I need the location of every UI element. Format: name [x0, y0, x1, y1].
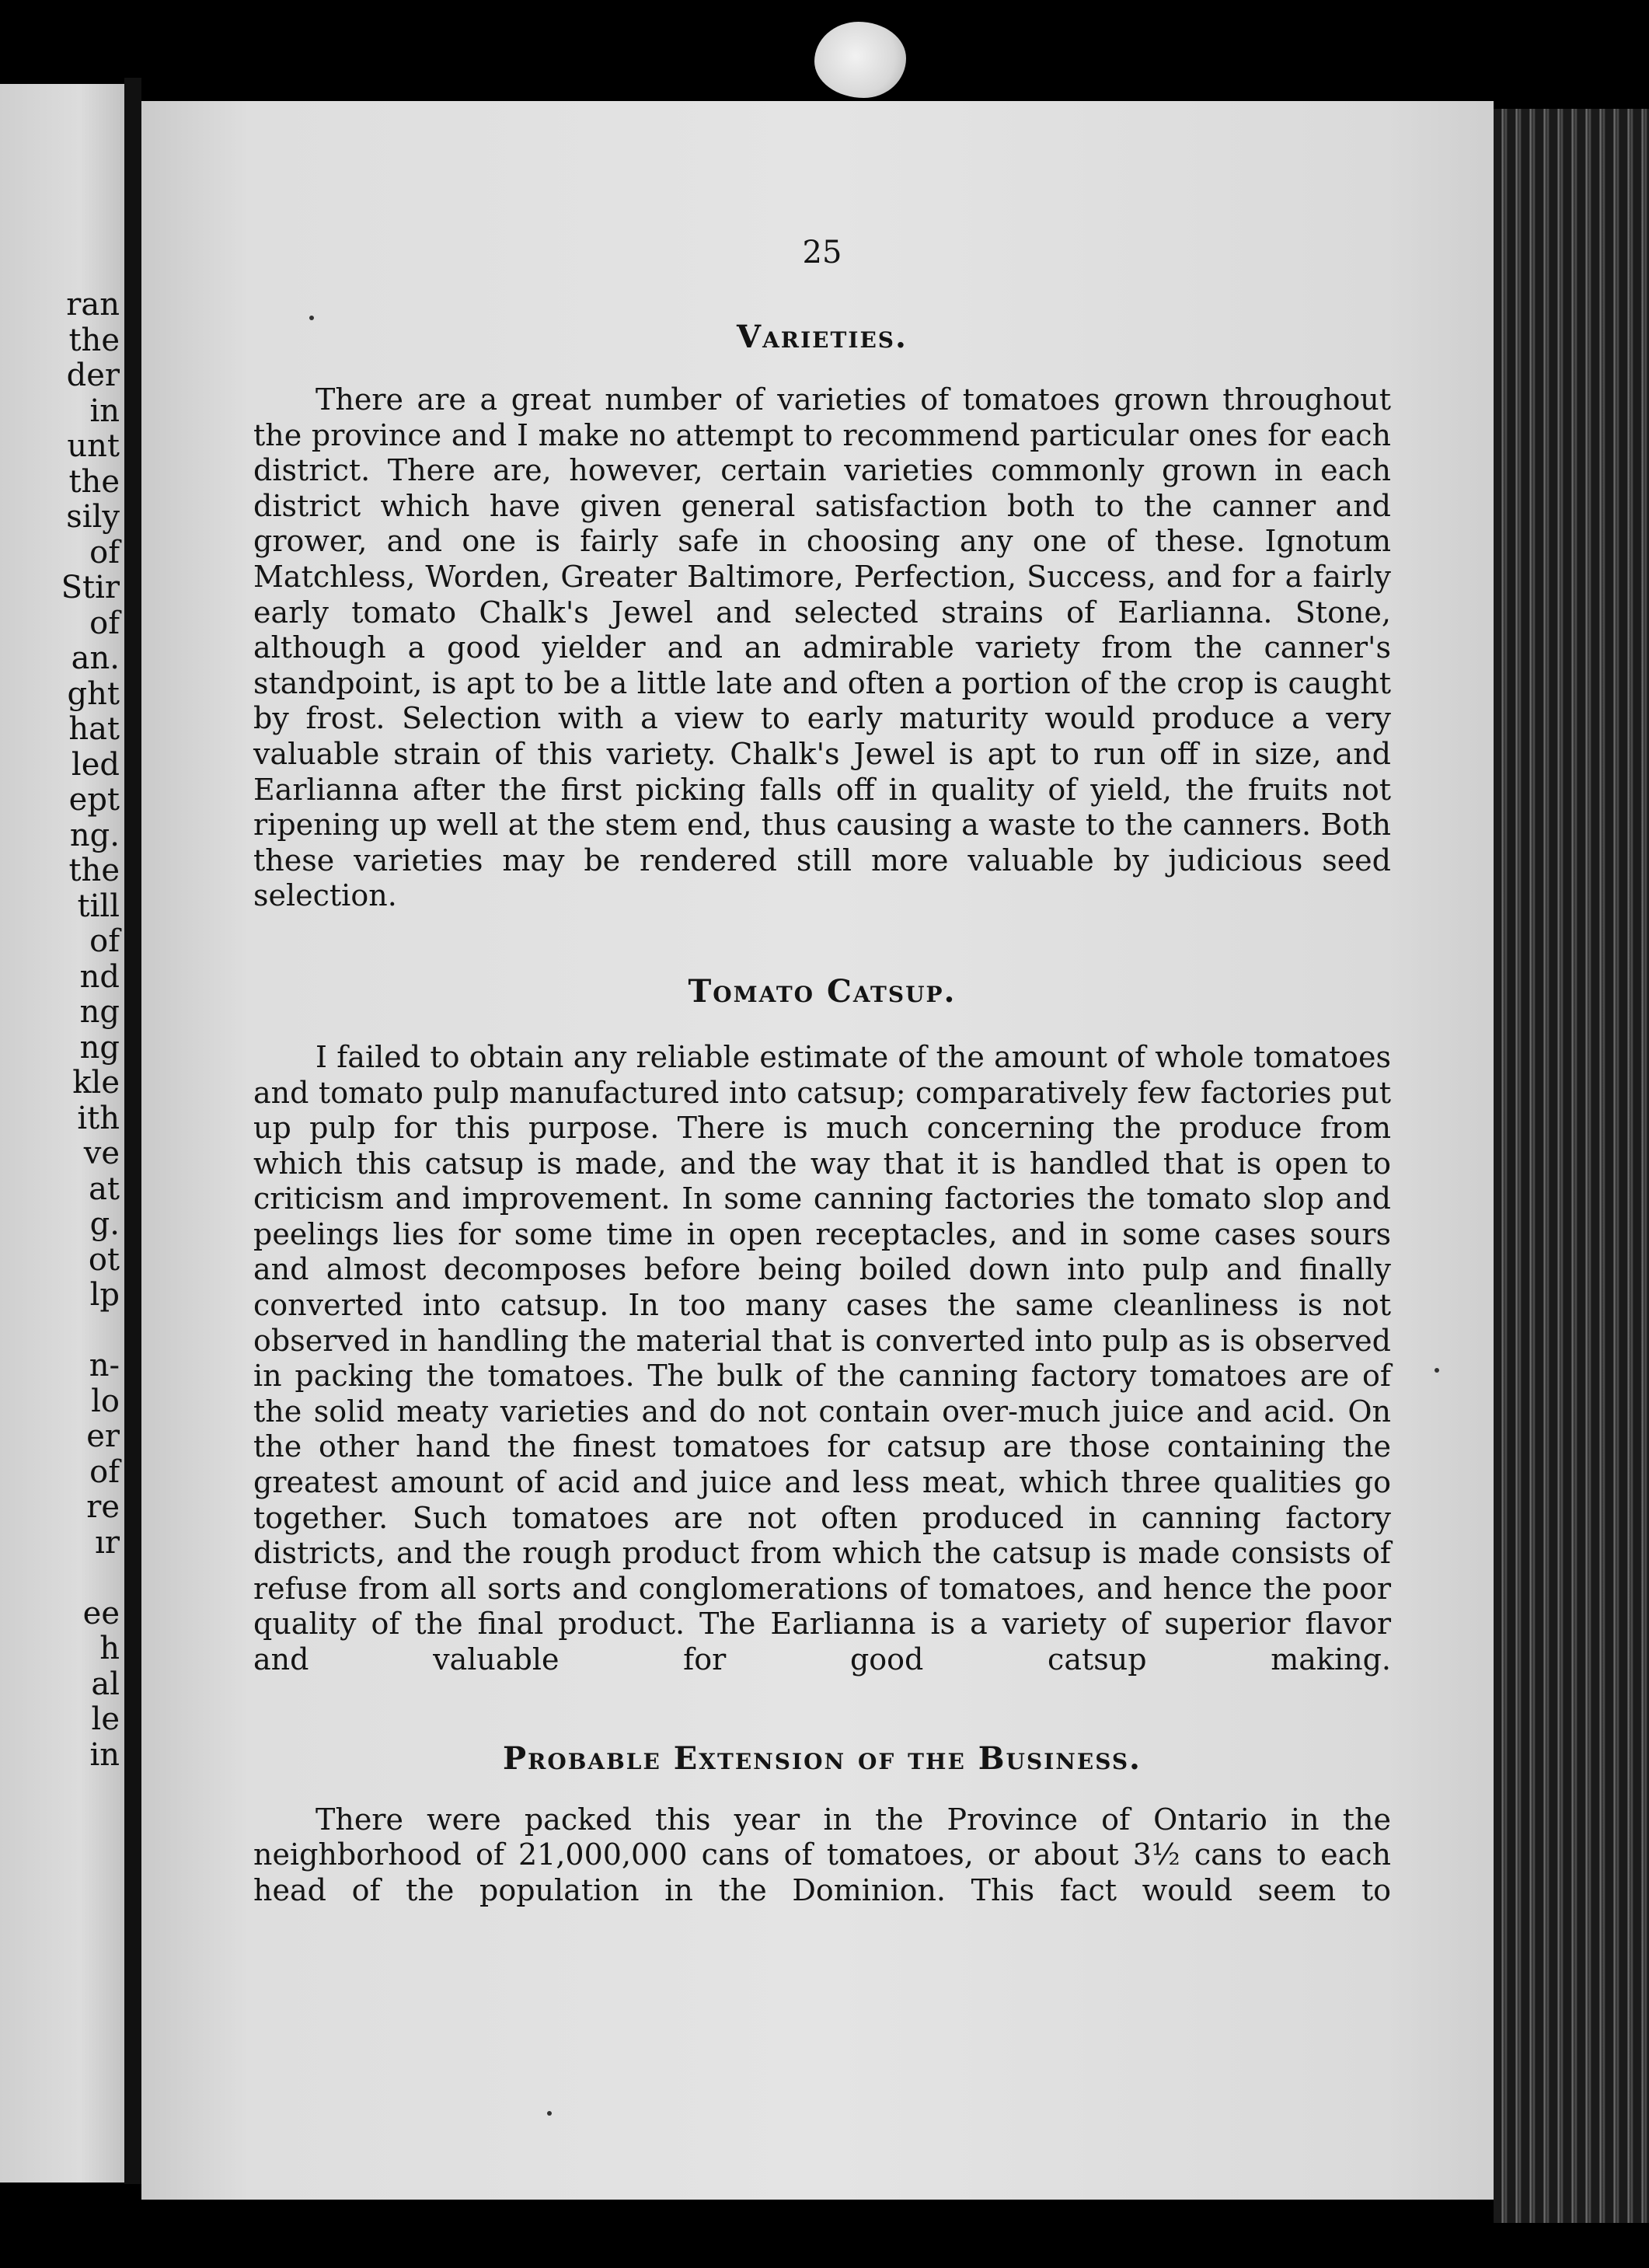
left-page-fragment	[61, 1314, 120, 1349]
left-page-fragment: the	[68, 853, 120, 888]
left-page-fragment: le	[91, 1701, 120, 1737]
left-page-fragment: in	[89, 1736, 120, 1773]
left-page-fragment: er	[86, 1418, 120, 1454]
left-page-fragment: sily	[66, 499, 120, 535]
left-page-fragment: kle	[72, 1065, 120, 1101]
left-page-fragment: ith	[77, 1100, 120, 1136]
speck	[547, 2111, 552, 2116]
left-page-fragment: of	[89, 605, 120, 641]
left-page-fragment: of	[89, 534, 120, 570]
left-page-fragment: ran	[66, 287, 120, 323]
left-page-fragment: of	[89, 1453, 120, 1490]
section-paragraph-varieties: There are a great number of varieties of tomatoes grown throughout the province and I make no attempt to recommend particular ones for each district. There are, however, certain varieties commonly grown in each district which have given general satisfaction both to the canner and grower, and one is fairly safe in choosing any one of these. Ignotum Matchless, Worden, Greater Baltimore, Perfection, Success, and for a fairly early tomato Chalk's Jewel and selected strains of Earlianna. Stone, although a good yielder and an admirable variety from the canner's standpoint, is apt to be a little late and often a portion of the crop is caught by frost. Selection with a view to early maturity would produce a very valuable strain of this variety. Chalk's Jewel is apt to run off in size, and Earlianna after the first picking falls off in quality of yield, the fruits not ripening up well at the stem end, thus causing a waste to the canners. Both these varieties may be rendered still more valuable by judicious seed selection.	[253, 382, 1391, 913]
paper-scrap	[814, 22, 906, 98]
book-gutter	[124, 78, 141, 2184]
section-paragraph-probable-extension: There were packed this year in the Province of Ontario in the neighborhood of 21,000,000 cans of tomatoes, or about 3½ cans to each head of the population in the Dominion. This fact would seem to	[253, 1802, 1391, 1907]
left-page	[0, 84, 134, 2183]
speck	[1435, 1368, 1439, 1373]
left-page-fragment: the	[68, 463, 120, 500]
page-number: 25	[802, 235, 842, 270]
left-page-fragment: the	[68, 322, 120, 358]
left-page-fragment: ot	[88, 1241, 120, 1278]
left-page-fragment: of	[89, 923, 120, 959]
left-page-fragment: ng	[79, 994, 120, 1030]
left-page-fragment: ng	[79, 1029, 120, 1066]
left-page-text-fragments	[61, 288, 120, 1773]
left-page-fragment: der	[66, 358, 120, 393]
left-page-fragment: h	[99, 1631, 120, 1666]
left-page-fragment: till	[77, 888, 120, 924]
left-page-fragment: ır	[95, 1524, 120, 1561]
left-page-fragment: ght	[67, 675, 120, 712]
left-page-fragment: led	[71, 746, 120, 783]
left-page-fragment: an.	[71, 640, 120, 676]
left-page-fragment: g.	[89, 1206, 120, 1242]
left-page-fragment: Stir	[61, 570, 120, 605]
section-paragraph-tomato-catsup: I failed to obtain any reliable estimate of the amount of whole tomatoes and tomato pulp manufactured into catsup; comparatively few factories put up pulp for this purpose. There is much concerning the produce from which this catsup is made, and the way that it is handled that is open to criticism and improvement. In some canning factories the tomato slop and peelings lies for some time in open receptacles, and in some cases sours and almost decomposes before being boiled down into pulp and finally converted into catsup. In too many cases the same cleanliness is not observed in handling the material that is converted into pulp as is observed in packing the tomatoes. The bulk of the canning factory tomatoes are of the solid meaty varieties and do not contain over-much juice and acid. On the other hand the finest tomatoes for catsup are those containing the greatest amount of acid and juice and less meat, which three qualities go together. Such tomatoes are not often produced in canning factory districts, and the rough product from which the catsup is made consists of refuse from all sorts and conglomerations of tomatoes, and hence the poor quality of the final product. The Earlianna is a variety of superior flavor and valuable for good catsup making.	[253, 1039, 1391, 1677]
left-page-fragment: ept	[68, 782, 120, 818]
left-page-fragment: nd	[79, 958, 120, 995]
page-text	[253, 233, 1391, 1908]
section-heading-tomato-catsup: Tomato Catsup.	[688, 972, 957, 1010]
left-page-fragment: hat	[68, 711, 120, 747]
left-page-fragment: re	[86, 1489, 120, 1525]
left-page-fragment: in	[89, 393, 120, 429]
left-page-fragment: lo	[91, 1383, 120, 1419]
section-heading-varieties: Varieties.	[737, 319, 908, 355]
section-heading-probable-extension: Probable Extension of the Business.	[503, 1739, 1142, 1777]
left-page-fragment: at	[89, 1171, 120, 1207]
left-page-fragment: n-	[89, 1348, 120, 1383]
left-page-fragment: al	[91, 1666, 120, 1702]
left-page-fragment: ng.	[69, 817, 120, 853]
left-page-fragment: unt	[67, 428, 120, 464]
left-page-fragment: ee	[82, 1595, 120, 1631]
page-edges	[1494, 109, 1649, 2223]
left-page-fragment	[61, 1561, 120, 1596]
left-page-fragment: lp	[89, 1277, 120, 1313]
left-page-fragment: ve	[83, 1136, 120, 1171]
